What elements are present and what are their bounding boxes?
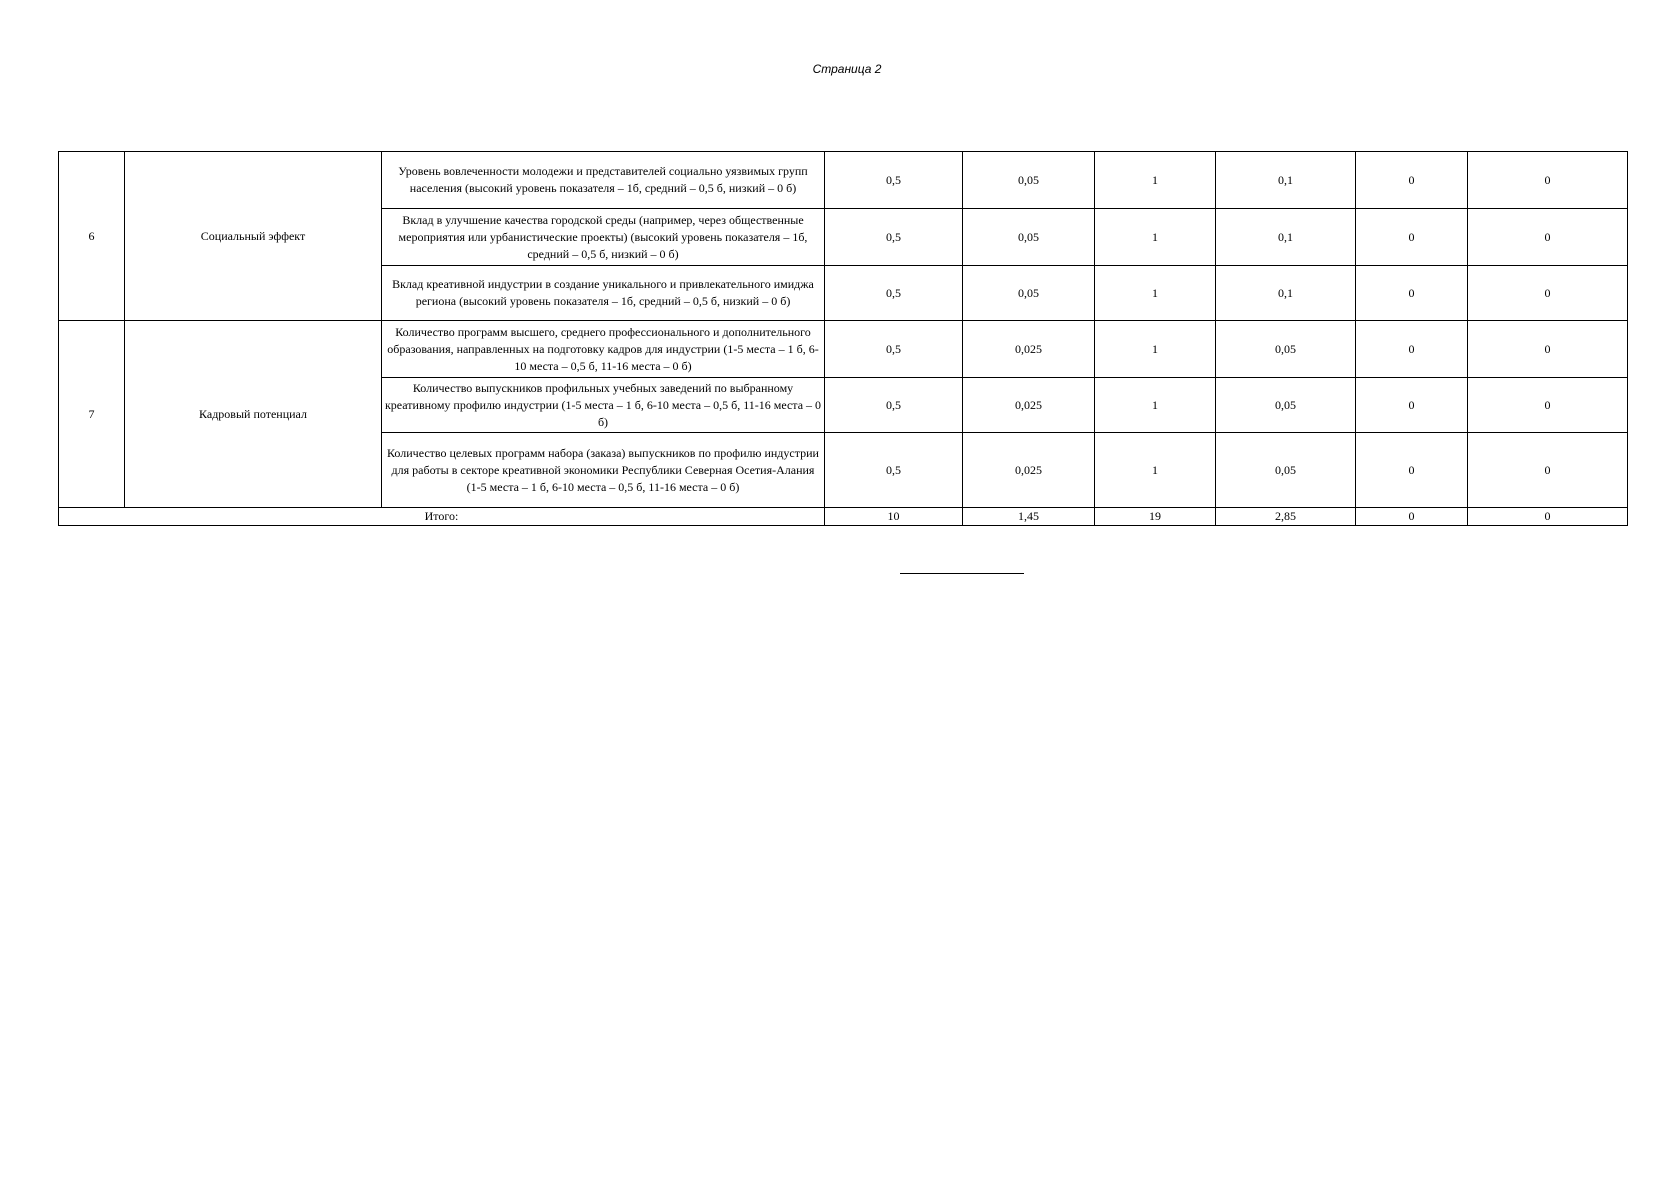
total-value: 19 [1095,508,1216,526]
page-header: Страница 2 [812,62,882,76]
value-cell: 0 [1356,209,1468,266]
value-cell: 0,1 [1216,152,1356,209]
group-name: Социальный эффект [125,152,382,321]
table-row [59,321,1628,378]
total-row [59,508,1628,526]
value-cell: 0 [1468,321,1628,378]
total-value: 2,85 [1216,508,1356,526]
total-value: 0 [1468,508,1628,526]
total-value: 10 [825,508,963,526]
value-cell: 0 [1356,266,1468,321]
value-cell: 0,5 [825,321,963,378]
group-name: Кадровый потенциал [125,321,382,508]
value-cell: 0,5 [825,433,963,508]
value-cell: 1 [1095,378,1216,433]
value-cell: 0 [1356,152,1468,209]
value-cell: 0,05 [963,209,1095,266]
value-cell: 0 [1468,378,1628,433]
criterion-cell: Количество выпускников профильных учебных заведений по выбранному креативному профилю индустрии (1-5 места – 1 б, 6-10 места – 0,5 б, 11-16 места – 0 б) [382,378,825,433]
total-value: 1,45 [963,508,1095,526]
value-cell: 0,5 [825,378,963,433]
value-cell: 0 [1356,321,1468,378]
value-cell: 0,1 [1216,266,1356,321]
value-cell: 1 [1095,433,1216,508]
value-cell: 0,05 [1216,433,1356,508]
value-cell: 0,5 [825,209,963,266]
criterion-cell: Количество программ высшего, среднего профессионального и дополнительного образования, направленных на подготовку кадров для индустрии (1-5 места – 1 б, 6-10 места – 0,5 б, 11-16 места – 0 б) [382,321,825,378]
criterion-cell: Вклад в улучшение качества городской среды (например, через общественные мероприятия или урбанистические проекты) (высокий уровень показателя – 1б, средний – 0,5 б, низкий – 0 б) [382,209,825,266]
value-cell: 1 [1095,209,1216,266]
scoring-table [58,151,1628,526]
value-cell: 1 [1095,321,1216,378]
value-cell: 0,5 [825,266,963,321]
value-cell: 0,05 [1216,378,1356,433]
value-cell: 1 [1095,152,1216,209]
total-label: Итого: [59,508,825,526]
value-cell: 0,025 [963,321,1095,378]
value-cell: 0 [1468,266,1628,321]
value-cell: 0,025 [963,433,1095,508]
value-cell: 0,05 [963,152,1095,209]
value-cell: 0 [1468,209,1628,266]
value-cell: 0,025 [963,378,1095,433]
total-value: 0 [1356,508,1468,526]
footer-divider [900,573,1024,574]
value-cell: 0,05 [1216,321,1356,378]
value-cell: 0 [1356,378,1468,433]
criterion-cell: Вклад креативной индустрии в создание уникального и привлекательного имиджа региона (высокий уровень показателя – 1б, средний – 0,5 б, низкий – 0 б) [382,266,825,321]
criterion-cell: Уровень вовлеченности молодежи и представителей социально уязвимых групп населения (высокий уровень показателя – 1б, средний – 0,5 б, низкий – 0 б) [382,152,825,209]
row-number: 7 [59,321,125,508]
row-number: 6 [59,152,125,321]
value-cell: 0 [1468,433,1628,508]
value-cell: 0 [1356,433,1468,508]
value-cell: 0,1 [1216,209,1356,266]
value-cell: 0,05 [963,266,1095,321]
value-cell: 1 [1095,266,1216,321]
criterion-cell: Количество целевых программ набора (заказа) выпускников по профилю индустрии для работы в секторе креативной экономики Республики Северная Осетия-Алания (1-5 места – 1 б, 6-10 места – 0,5 б, 11-16 места – 0 б) [382,433,825,508]
value-cell: 0 [1468,152,1628,209]
table-row [59,152,1628,209]
value-cell: 0,5 [825,152,963,209]
